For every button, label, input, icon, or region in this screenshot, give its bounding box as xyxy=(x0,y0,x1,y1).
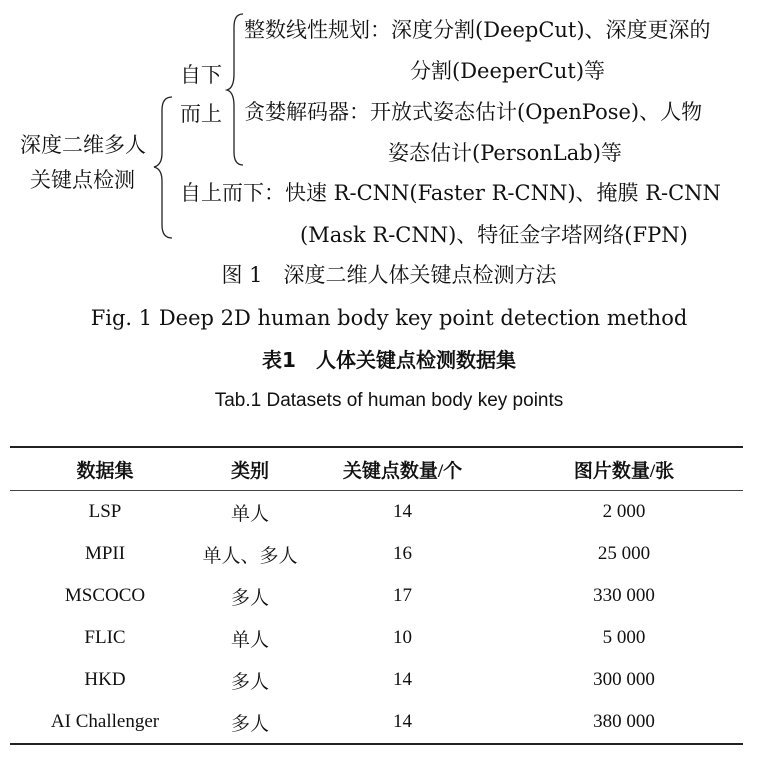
top-down-line2: (Mask R-CNN)、特征金字塔网络(FPN) xyxy=(300,223,688,247)
table-cell: 14 xyxy=(393,669,412,690)
header-cell: 类别 xyxy=(200,447,300,491)
root-label-line2: 关键点检测 xyxy=(30,168,135,192)
datasets-table xyxy=(10,446,743,745)
table-cell: 10 xyxy=(393,627,412,648)
table-cell: 330 000 xyxy=(593,585,655,606)
greedy-line2: 姿态估计(PersonLab)等 xyxy=(388,141,622,165)
table-header-row xyxy=(10,447,743,491)
table-cell: FLIC xyxy=(84,627,126,648)
table-row xyxy=(10,575,743,617)
ilp-line1: 整数线性规划：深度分割(DeepCut)、深度更深的 xyxy=(244,18,711,42)
table-cell: 25 000 xyxy=(597,543,651,564)
table-cell: 单人 xyxy=(230,503,269,525)
root-brace-icon xyxy=(150,95,180,240)
table-cell: 2 000 xyxy=(602,501,646,522)
bottom-up-label-line2: 而上 xyxy=(180,102,222,126)
header-cell: 关键点数量/个 xyxy=(300,447,505,491)
bottom-up-label-line1: 自下 xyxy=(180,63,222,87)
table-cell: 17 xyxy=(393,585,412,606)
figure-caption-cn: 图 1 深度二维人体关键点检测方法 xyxy=(221,263,557,287)
table-cell: 单人、多人 xyxy=(202,545,298,567)
root-label-line1: 深度二维多人 xyxy=(20,133,146,157)
table-row xyxy=(10,701,743,744)
table-title-en: Tab.1 Datasets of human body key points xyxy=(214,390,564,411)
table-row xyxy=(10,533,743,575)
table-cell: 380 000 xyxy=(505,701,743,744)
table-cell: HKD xyxy=(84,669,126,690)
table-row xyxy=(10,617,743,659)
table-row xyxy=(10,491,743,534)
table-cell: AI Challenger xyxy=(10,701,200,744)
table-cell: 14 xyxy=(393,501,412,522)
table-cell: 16 xyxy=(393,543,412,564)
ilp-line2: 分割(DeeperCut)等 xyxy=(410,59,606,83)
table-cell: 单人 xyxy=(230,629,269,651)
table-cell: 5 000 xyxy=(602,627,646,648)
top-down-line1: 自上而下：快速 R-CNN(Faster R-CNN)、掩膜 R-CNN xyxy=(180,181,721,205)
header-cell: 数据集 xyxy=(10,447,200,491)
table-cell: 多人 xyxy=(230,671,269,693)
figure-caption-en: Fig. 1 Deep 2D human body key point detection method xyxy=(90,306,688,330)
table-cell: LSP xyxy=(88,501,122,522)
table-cell: 300 000 xyxy=(593,669,655,690)
table-row xyxy=(10,659,743,701)
table-cell: MSCOCO xyxy=(64,585,146,606)
header-cell: 图片数量/张 xyxy=(505,447,743,491)
table-cell: 多人 xyxy=(230,587,269,609)
table-cell: MPII xyxy=(84,543,126,564)
greedy-line1: 贪婪解码器：开放式姿态估计(OpenPose)、人物 xyxy=(244,100,703,124)
table-title-cn: 表1 人体关键点检测数据集 xyxy=(262,348,516,372)
table-cell: 14 xyxy=(300,701,505,744)
table-cell: 多人 xyxy=(200,701,300,744)
